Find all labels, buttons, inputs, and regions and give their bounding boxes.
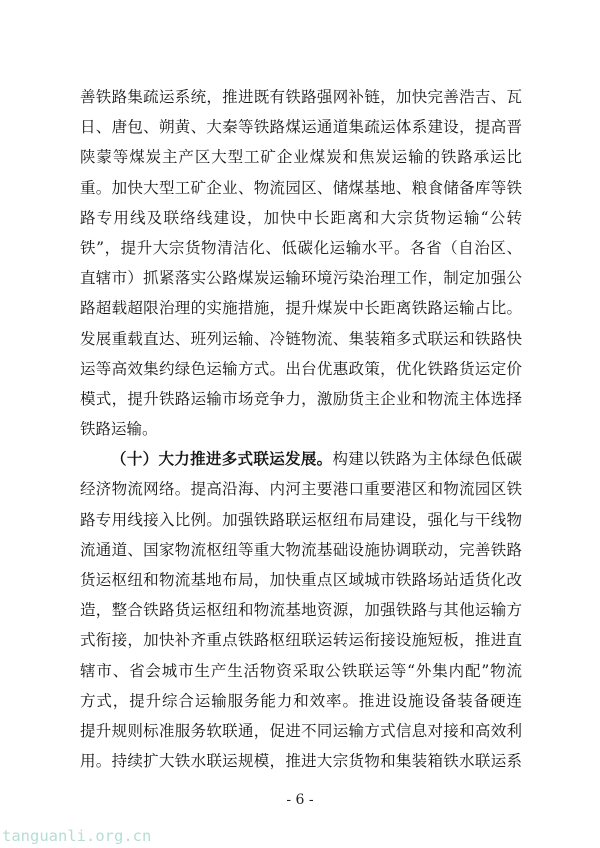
text-line: 路专用线接入比例。加强铁路联运枢纽布局建设，强化与干线物: [80, 510, 522, 529]
body-text: [80, 82, 522, 776]
text-line: 运等高效集约绿色运输方式。出台优惠政策，优化铁路货运定价: [80, 359, 522, 378]
text-line: 经济物流网络。提高沿海、内河主要港口重要港区和物流园区铁: [80, 480, 522, 499]
text-line: 铁”，提升大宗货物清洁化、低碳化运输水平。各省（自治区、: [80, 238, 522, 257]
text-line: 辖市、省会城市生产生活物资采取公铁联运等“外集内配”物流: [80, 661, 522, 680]
text-line: 陕蒙等煤炭主产区大型工矿企业煤炭和焦炭运输的铁路承运比: [80, 148, 522, 167]
text-line: 用。持续扩大铁水联运规模，推进大宗货物和集装箱铁水联运系: [80, 752, 522, 771]
text-line: 直辖市）抓紧落实公路煤炭运输环境污染治理工作，制定加强公: [80, 269, 522, 288]
text-line: 路超载超限治理的实施措施，提升煤炭中长距离铁路运输占比。: [80, 299, 522, 318]
text-line-first: [80, 444, 522, 474]
paragraph-continued: [80, 82, 522, 444]
text-line: 模式，提升铁路运输市场竞争力，激励货主企业和物流主体选择: [80, 389, 522, 408]
text-line: 重。加快大型工矿企业、物流园区、储煤基地、粮食储备库等铁: [80, 178, 522, 197]
text-line: 方式，提升综合运输服务能力和效率。推进设施设备装备硬连: [80, 691, 522, 710]
paragraph-section-ten: [80, 444, 522, 776]
text-line: 流通道、国家物流枢纽等重大物流基础设施协调联动，完善铁路: [80, 540, 522, 559]
watermark: tanguanli.org.cn: [2, 827, 152, 845]
text-line: 货运枢纽和物流基地布局，加快重点区域城市铁路场站适货化改: [80, 571, 522, 589]
section-heading: （十）大力推进多式联运发展。: [111, 449, 333, 469]
page-number: - 6 -: [286, 792, 314, 808]
text-line: 造，整合铁路货运枢纽和物流基地资源，加强铁路与其他运输方: [80, 601, 522, 620]
text-line: 路专用线及联络线建设，加快中长距离和大宗货物运输“公转: [80, 208, 522, 227]
text-line: 善铁路集疏运系统，推进既有铁路强网补链，加快完善浩吉、瓦: [80, 88, 522, 106]
text-line: 发展重载直达、班列运输、冷链物流、集装箱多式联运和铁路快: [80, 329, 522, 348]
text-line: 日、唐包、朔黄、大秦等铁路煤运通道集疏运体系建设，提高晋: [80, 118, 522, 137]
text-line-paragraph-end: 铁路运输。: [80, 420, 158, 439]
text-line: 提升规则标准服务软联通，促进不同运输方式信息对接和高效利: [80, 721, 522, 740]
text-line: 式衔接，加快补齐重点铁路枢纽联运转运衔接设施短板，推进直: [80, 631, 522, 650]
text-run: 构建以铁路为主体绿色低碳: [332, 450, 522, 469]
